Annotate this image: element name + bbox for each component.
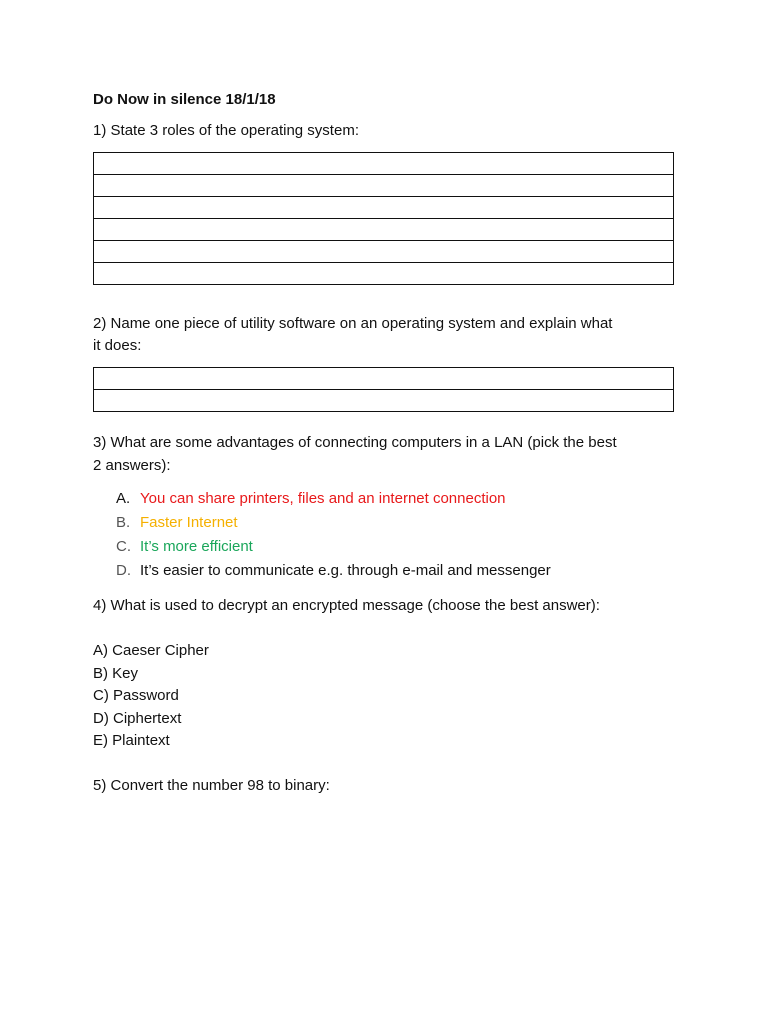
question-4-text: What is used to decrypt an encrypted message (choose the best answer): — [110, 597, 600, 614]
answer-line[interactable] — [94, 153, 673, 175]
question-1-number: 1) — [93, 122, 107, 139]
option-text: It’s easier to communicate e.g. through e-mail and messenger — [140, 562, 551, 579]
answer-line[interactable] — [94, 241, 673, 263]
question-3-option-c[interactable] — [116, 536, 253, 558]
question-4 — [93, 595, 600, 617]
question-4-choice-d[interactable]: D) Ciphertext — [93, 710, 182, 727]
question-4-choice-c[interactable]: C) Password — [93, 687, 179, 704]
option-text: It’s more efficient — [140, 538, 253, 555]
question-2-number: 2) — [93, 315, 107, 332]
question-1-answer-box[interactable] — [93, 152, 674, 285]
question-1 — [93, 120, 359, 142]
question-4-choice-e[interactable]: E) Plaintext — [93, 732, 170, 749]
answer-line[interactable] — [94, 175, 673, 197]
option-text: You can share printers, files and an internet connection — [140, 490, 506, 507]
answer-line[interactable] — [94, 263, 673, 284]
answer-line[interactable] — [94, 197, 673, 219]
question-2 — [93, 313, 612, 335]
question-1-text: State 3 roles of the operating system: — [110, 122, 359, 139]
question-3-option-a[interactable] — [116, 488, 506, 510]
question-2-answer-box[interactable] — [93, 367, 674, 412]
question-3-text-line2: 2 answers): — [93, 457, 171, 474]
question-4-number: 4) — [93, 597, 107, 614]
option-letter: C. — [116, 538, 131, 555]
question-3-text-line1: What are some advantages of connecting computers in a LAN (pick the best — [110, 434, 617, 451]
answer-line[interactable] — [94, 368, 673, 390]
option-letter: D. — [116, 562, 131, 579]
answer-line[interactable] — [94, 390, 673, 411]
question-2-text-line2: it does: — [93, 337, 142, 354]
question-2-text-line1: Name one piece of utility software on an operating system and explain what — [110, 315, 613, 332]
question-4-choice-b[interactable]: B) Key — [93, 665, 139, 682]
question-3-number: 3) — [93, 434, 107, 451]
question-5 — [93, 775, 330, 797]
question-5-number: 5) — [93, 777, 107, 794]
question-4-choice-a[interactable]: A) Caeser Cipher — [93, 642, 209, 659]
option-letter: B. — [116, 514, 131, 531]
question-5-text: Convert the number 98 to binary: — [110, 777, 330, 794]
answer-line[interactable] — [94, 219, 673, 241]
question-3-option-d[interactable] — [116, 560, 551, 582]
question-3-option-b[interactable] — [116, 512, 238, 534]
question-3 — [93, 432, 617, 454]
option-letter: A. — [116, 490, 131, 507]
page-title: Do Now in silence 18/1/18 — [93, 91, 276, 108]
option-text: Faster Internet — [140, 514, 238, 531]
